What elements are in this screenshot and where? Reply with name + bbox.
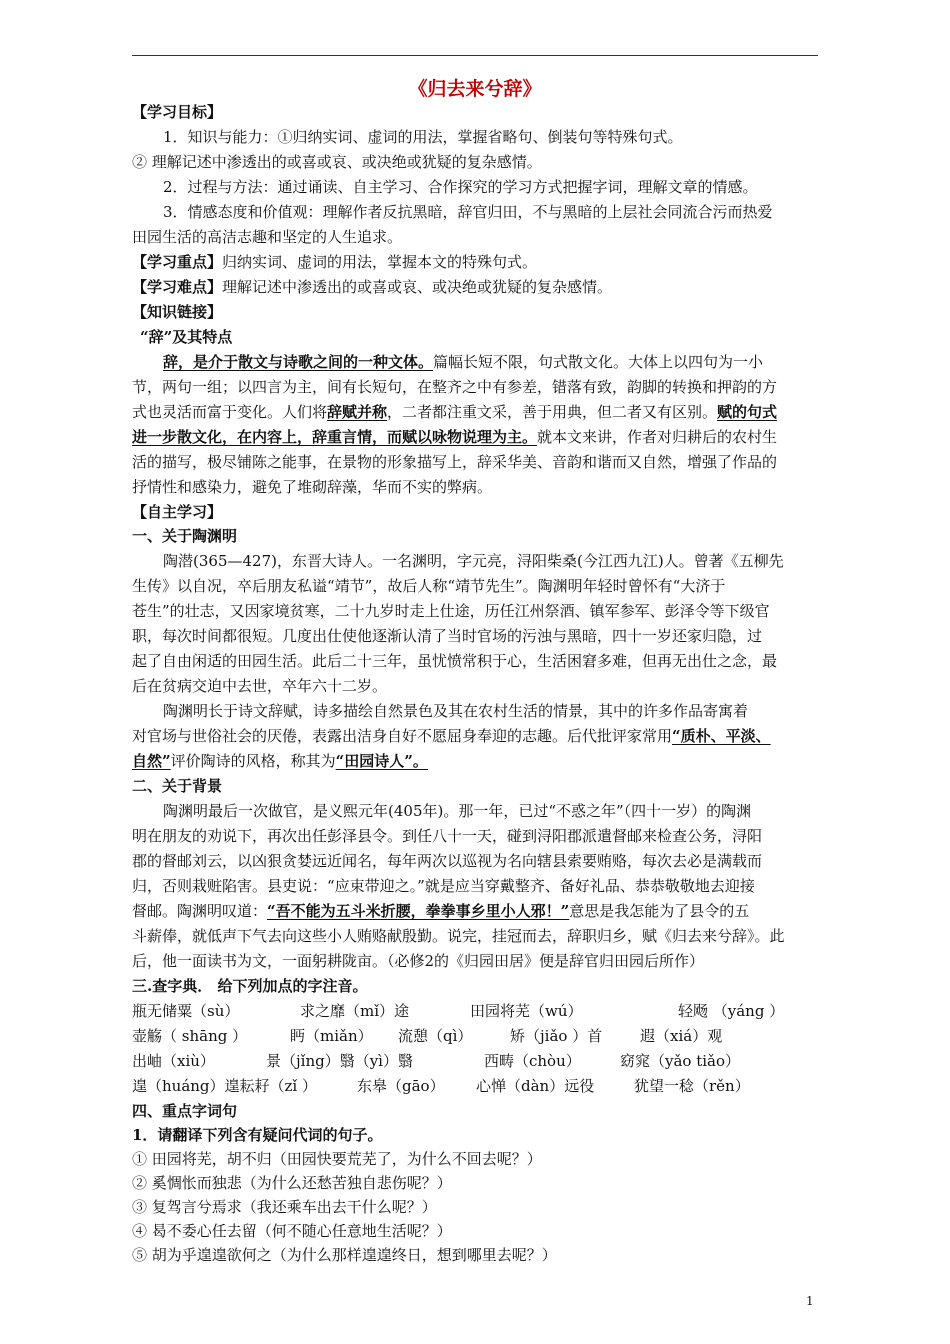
bio-line-4: 职，每次时间都很短。几度出仕使他逐渐认清了当时官场的污浊与黑暗，四十一岁还家归隐，过	[132, 627, 763, 645]
translation-item-3: ③ 复驾言兮焉求（我还乘车出去干什么呢？）	[132, 1198, 437, 1216]
page-number: 1	[806, 1294, 814, 1308]
bio-line-5: 起了自由闲适的田园生活。此后二十三年，虽忧愤常积于心，生活困窘多难，但再无出仕之念，最	[132, 652, 778, 670]
link-line-3-a: 式也灵活而富于变化。人们将	[132, 403, 328, 421]
difficulty	[132, 276, 612, 298]
link-line-6: 抒情性和感染力，避免了堆砌辞藻，华而不实的弊病。	[132, 478, 493, 496]
pinyin-item: 景（jǐng）翳（yì）翳	[266, 1052, 413, 1070]
link-line-3-c: ，二者都注重文采，善于用典，但二者又有区别。	[387, 403, 718, 421]
background-line-6: 斗薪俸，就低声下气去向这些小人贿赂献殷勤。说完，挂冠而去，辞职归乡，赋《归去来兮辞》。此	[132, 927, 785, 945]
objective-3a: 3．情感态度和价值观：理解作者反抗黑暗，辞官归田，不与黑暗的上层社会同流合污而热爱	[163, 203, 773, 221]
difficulty-text: 理解记述中渗透出的或喜或哀、或决绝或犹疑的复杂感情。	[222, 278, 613, 296]
style-line-3-c: “田园诗人”。	[335, 752, 428, 770]
link-line-1-rest: 篇幅长短不限，句式散文化。大体上以四句为一小	[433, 353, 764, 371]
pinyin-item: 犹望一稔（rěn）	[634, 1077, 750, 1095]
objective-2: 2．过程与方法：通过诵读、自主学习、合作探究的学习方式把握字词，理解文章的情感。	[163, 178, 758, 196]
pinyin-item: 遑（huáng）遑耘耔（zǐ ）	[132, 1077, 317, 1095]
pinyin-item: 轻飏 （yáng ）	[678, 1002, 785, 1020]
objectives-heading: 【学习目标】	[132, 103, 223, 121]
bio-line-1: 陶潜(365—427)，东晋大诗人。一名渊明，字元亮，浔阳柴桑(今江西九江)人。曾著《五柳先	[163, 552, 784, 570]
document-title: 《归去来兮辞》	[408, 78, 542, 100]
key-words-question-1: 1．请翻译下列含有疑问代词的句子。	[132, 1126, 383, 1144]
self-study-heading: 【自主学习】	[132, 503, 223, 521]
style-line-3	[132, 750, 428, 772]
style-line-2-b: “质朴、平淡、	[672, 727, 771, 745]
bio-line-2: 生传》以自况，卒后朋友私谥“靖节”，故后人称“靖节先生”。陶渊明年轻时曾怀有“大济于	[132, 577, 726, 595]
pinyin-item: 西畴（chòu）	[484, 1052, 581, 1070]
background-line-7: 后，他一面读书为文，一面躬耕陇亩。（必修2的《归园田居》便是辞官归田园后所作）	[132, 952, 705, 970]
translation-item-1: ① 田园将芜，胡不归（田园快要荒芜了，为什么不回去呢？）	[132, 1150, 542, 1168]
pinyin-item: 窈窕（yǎo tiǎo）	[620, 1052, 741, 1070]
pinyin-item: 求之靡（mǐ）途	[300, 1002, 410, 1020]
section-1-heading: 一、关于陶渊明	[132, 527, 238, 545]
link-line-3-b: 辞赋并称	[327, 403, 388, 421]
pinyin-item: 矫（jiǎo ）首	[510, 1027, 603, 1045]
link-subheading: “辞”及其特点	[140, 328, 233, 346]
key-point	[132, 251, 537, 273]
translation-item-5: ⑤ 胡为乎遑遑欲何之（为什么那样遑遑终日，想到哪里去呢？）	[132, 1246, 557, 1264]
objective-1b: ② 理解记述中渗透出的或喜或哀、或决绝或犹疑的复杂感情。	[132, 153, 542, 171]
background-line-4: 归，否则栽赃陷害。县吏说：“应束带迎之。”就是应当穿戴整齐、备好礼品、恭恭敬敬地去迎接	[132, 877, 755, 895]
link-line-2: 节，两句一组；以四言为主，间有长短句，在整齐之中有参差，错落有致，韵脚的转换和押韵的方	[132, 378, 778, 396]
pinyin-item: 东皋（gāo）	[357, 1077, 445, 1095]
key-point-text: 归纳实词、虚词的用法，掌握本文的特殊句式。	[222, 253, 538, 271]
link-line-4-b: 就本文来讲，作者对归耕后的农村生	[537, 428, 778, 446]
style-line-2-a: 对官场与世俗社会的厌倦，表露出洁身自好不愿屈身奉迎的志趣。后代批评家常用	[132, 727, 673, 745]
section-2-heading: 二、关于背景	[132, 777, 223, 795]
objective-1a: 1．知识与能力：①归纳实词、虚词的用法，掌握省略句、倒装句等特殊句式。	[163, 128, 683, 146]
style-line-1: 陶渊明长于诗文辞赋，诗多描绘自然景色及其在农村生活的情景，其中的许多作品寄寓着	[163, 702, 749, 720]
background-line-5-c: 意思是我怎能为了县令的五	[569, 902, 750, 920]
famous-quote: “吾不能为五斗米折腰，拳拳事乡里小人邪！”	[267, 902, 570, 920]
pinyin-item: 流憩（qì）	[398, 1027, 473, 1045]
bio-line-3: 苍生”的壮志，又因家境贫寒，二十九岁时走上仕途，历任江州祭酒、镇军参军、彭泽令等下级官	[132, 602, 770, 620]
link-line-3	[132, 401, 777, 423]
objective-3b: 田园生活的高洁志趣和坚定的人生追求。	[132, 228, 403, 246]
style-line-2	[132, 725, 771, 747]
translation-item-4: ④ 曷不委心任去留（何不随心任意地生活呢？）	[132, 1222, 452, 1240]
link-line-4	[132, 426, 777, 448]
link-line-5: 活的描写，极尽铺陈之能事，在景物的形象描写上，辞采华美、音韵和谐而又自然，增强了作品的	[132, 453, 778, 471]
background-line-5-a: 督邮。陶渊明叹道：	[132, 902, 268, 920]
key-point-label: 【学习重点】	[132, 253, 223, 271]
background-line-1: 陶渊明最后一次做官，是义熙元年(405年)。那一年，已过“不惑之年”（四十一岁）的陶渊	[163, 802, 752, 820]
background-line-3: 郡的督邮刘云，以凶狠贪婪远近闻名，每年两次以巡视为名向辖县索要贿赂，每次去必是满载而	[132, 852, 763, 870]
link-heading: 【知识链接】	[132, 303, 223, 321]
pinyin-item: 出岫（xiù）	[132, 1052, 215, 1070]
pinyin-item: 壶觞（ shāng ）	[132, 1027, 248, 1045]
header-rule	[132, 55, 818, 56]
link-line-1	[163, 351, 763, 373]
link-line-3-d: 赋的句式	[717, 403, 778, 421]
key-words-heading: 四、重点字词句	[132, 1102, 238, 1120]
pinyin-item: 眄（miǎn）	[290, 1027, 373, 1045]
background-line-5	[132, 900, 749, 922]
link-line-4-a: 进一步散文化，在内容上，辞重言情，而赋以咏物说理为主。	[132, 428, 538, 446]
dictionary-heading: 三.查字典． 给下列加点的字注音。	[132, 977, 368, 995]
pinyin-item: 心惮（dàn）远役	[476, 1077, 595, 1095]
bio-line-6: 后在贫病交迫中去世，卒年六十二岁。	[132, 677, 388, 695]
background-line-2: 明在朋友的劝说下，再次出任彭泽县令。到任八十一天，碰到浔阳郡派遣督邮来检查公务，浔阳	[132, 827, 763, 845]
style-line-3-a: 自然”	[132, 752, 171, 770]
pinyin-item: 田园将芜（wú）	[470, 1002, 583, 1020]
pinyin-item: 瓶无储粟（sù）	[132, 1002, 240, 1020]
style-line-3-b: 评价陶诗的风格，称其为	[170, 752, 336, 770]
difficulty-label: 【学习难点】	[132, 278, 223, 296]
pinyin-item: 遐（xiá）观	[640, 1027, 723, 1045]
translation-item-2: ② 奚惆怅而独悲（为什么还愁苦独自悲伤呢？）	[132, 1174, 452, 1192]
link-definition: 辞，是介于散文与诗歌之间的一种文体。	[163, 353, 434, 371]
